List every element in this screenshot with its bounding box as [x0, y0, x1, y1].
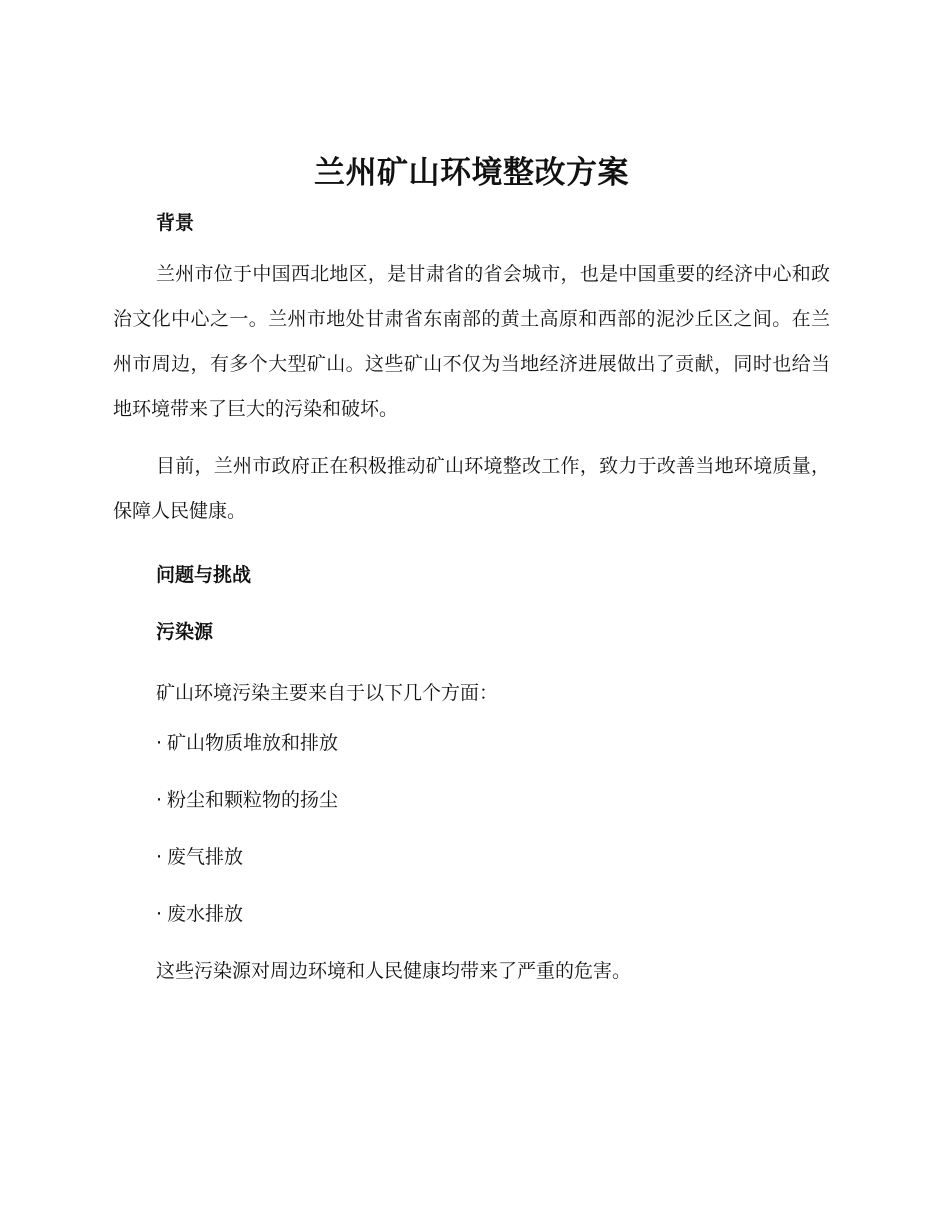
list-item-text: 废水排放 [167, 903, 244, 925]
section-heading-background: 背景 [156, 212, 195, 234]
list-item [156, 785, 830, 815]
pollution-closing: 这些污染源对周边环境和人民健康均带来了严重的危害。 [156, 960, 632, 982]
list-item [156, 728, 830, 758]
section-heading-pollution: 污染源 [156, 621, 214, 643]
background-paragraph-2: 目前，兰州市政府正在积极推动矿山环境整改工作，致力于改善当地环境质量，保障人民健康。 [113, 455, 830, 522]
bullet: · [156, 789, 163, 811]
list-item [156, 842, 830, 872]
section-heading-problems: 问题与挑战 [156, 564, 252, 586]
pollution-intro: 矿山环境污染主要来自于以下几个方面： [156, 682, 499, 704]
document-title: 兰州矿山环境整改方案 [314, 155, 629, 191]
list-item-text: 矿山物质堆放和排放 [167, 732, 339, 754]
pollution-source-list [113, 728, 830, 929]
bullet: · [156, 846, 163, 868]
bullet: · [156, 903, 163, 925]
list-item-text: 废气排放 [167, 846, 244, 868]
list-item-text: 粉尘和颗粒物的扬尘 [167, 789, 339, 811]
bullet: · [156, 732, 163, 754]
background-paragraph-1: 兰州市位于中国西北地区，是甘肃省的省会城市，也是中国重要的经济中心和政治文化中心之一。兰州市地处甘肃省东南部的黄土高原和西部的泥沙丘区之间。在兰州市周边，有多个大型矿山。这些矿山不仅为当地经济进展做出了贡献，同时也给当地环境带来了巨大的污染和破坏。 [113, 263, 830, 420]
list-item [156, 899, 830, 929]
